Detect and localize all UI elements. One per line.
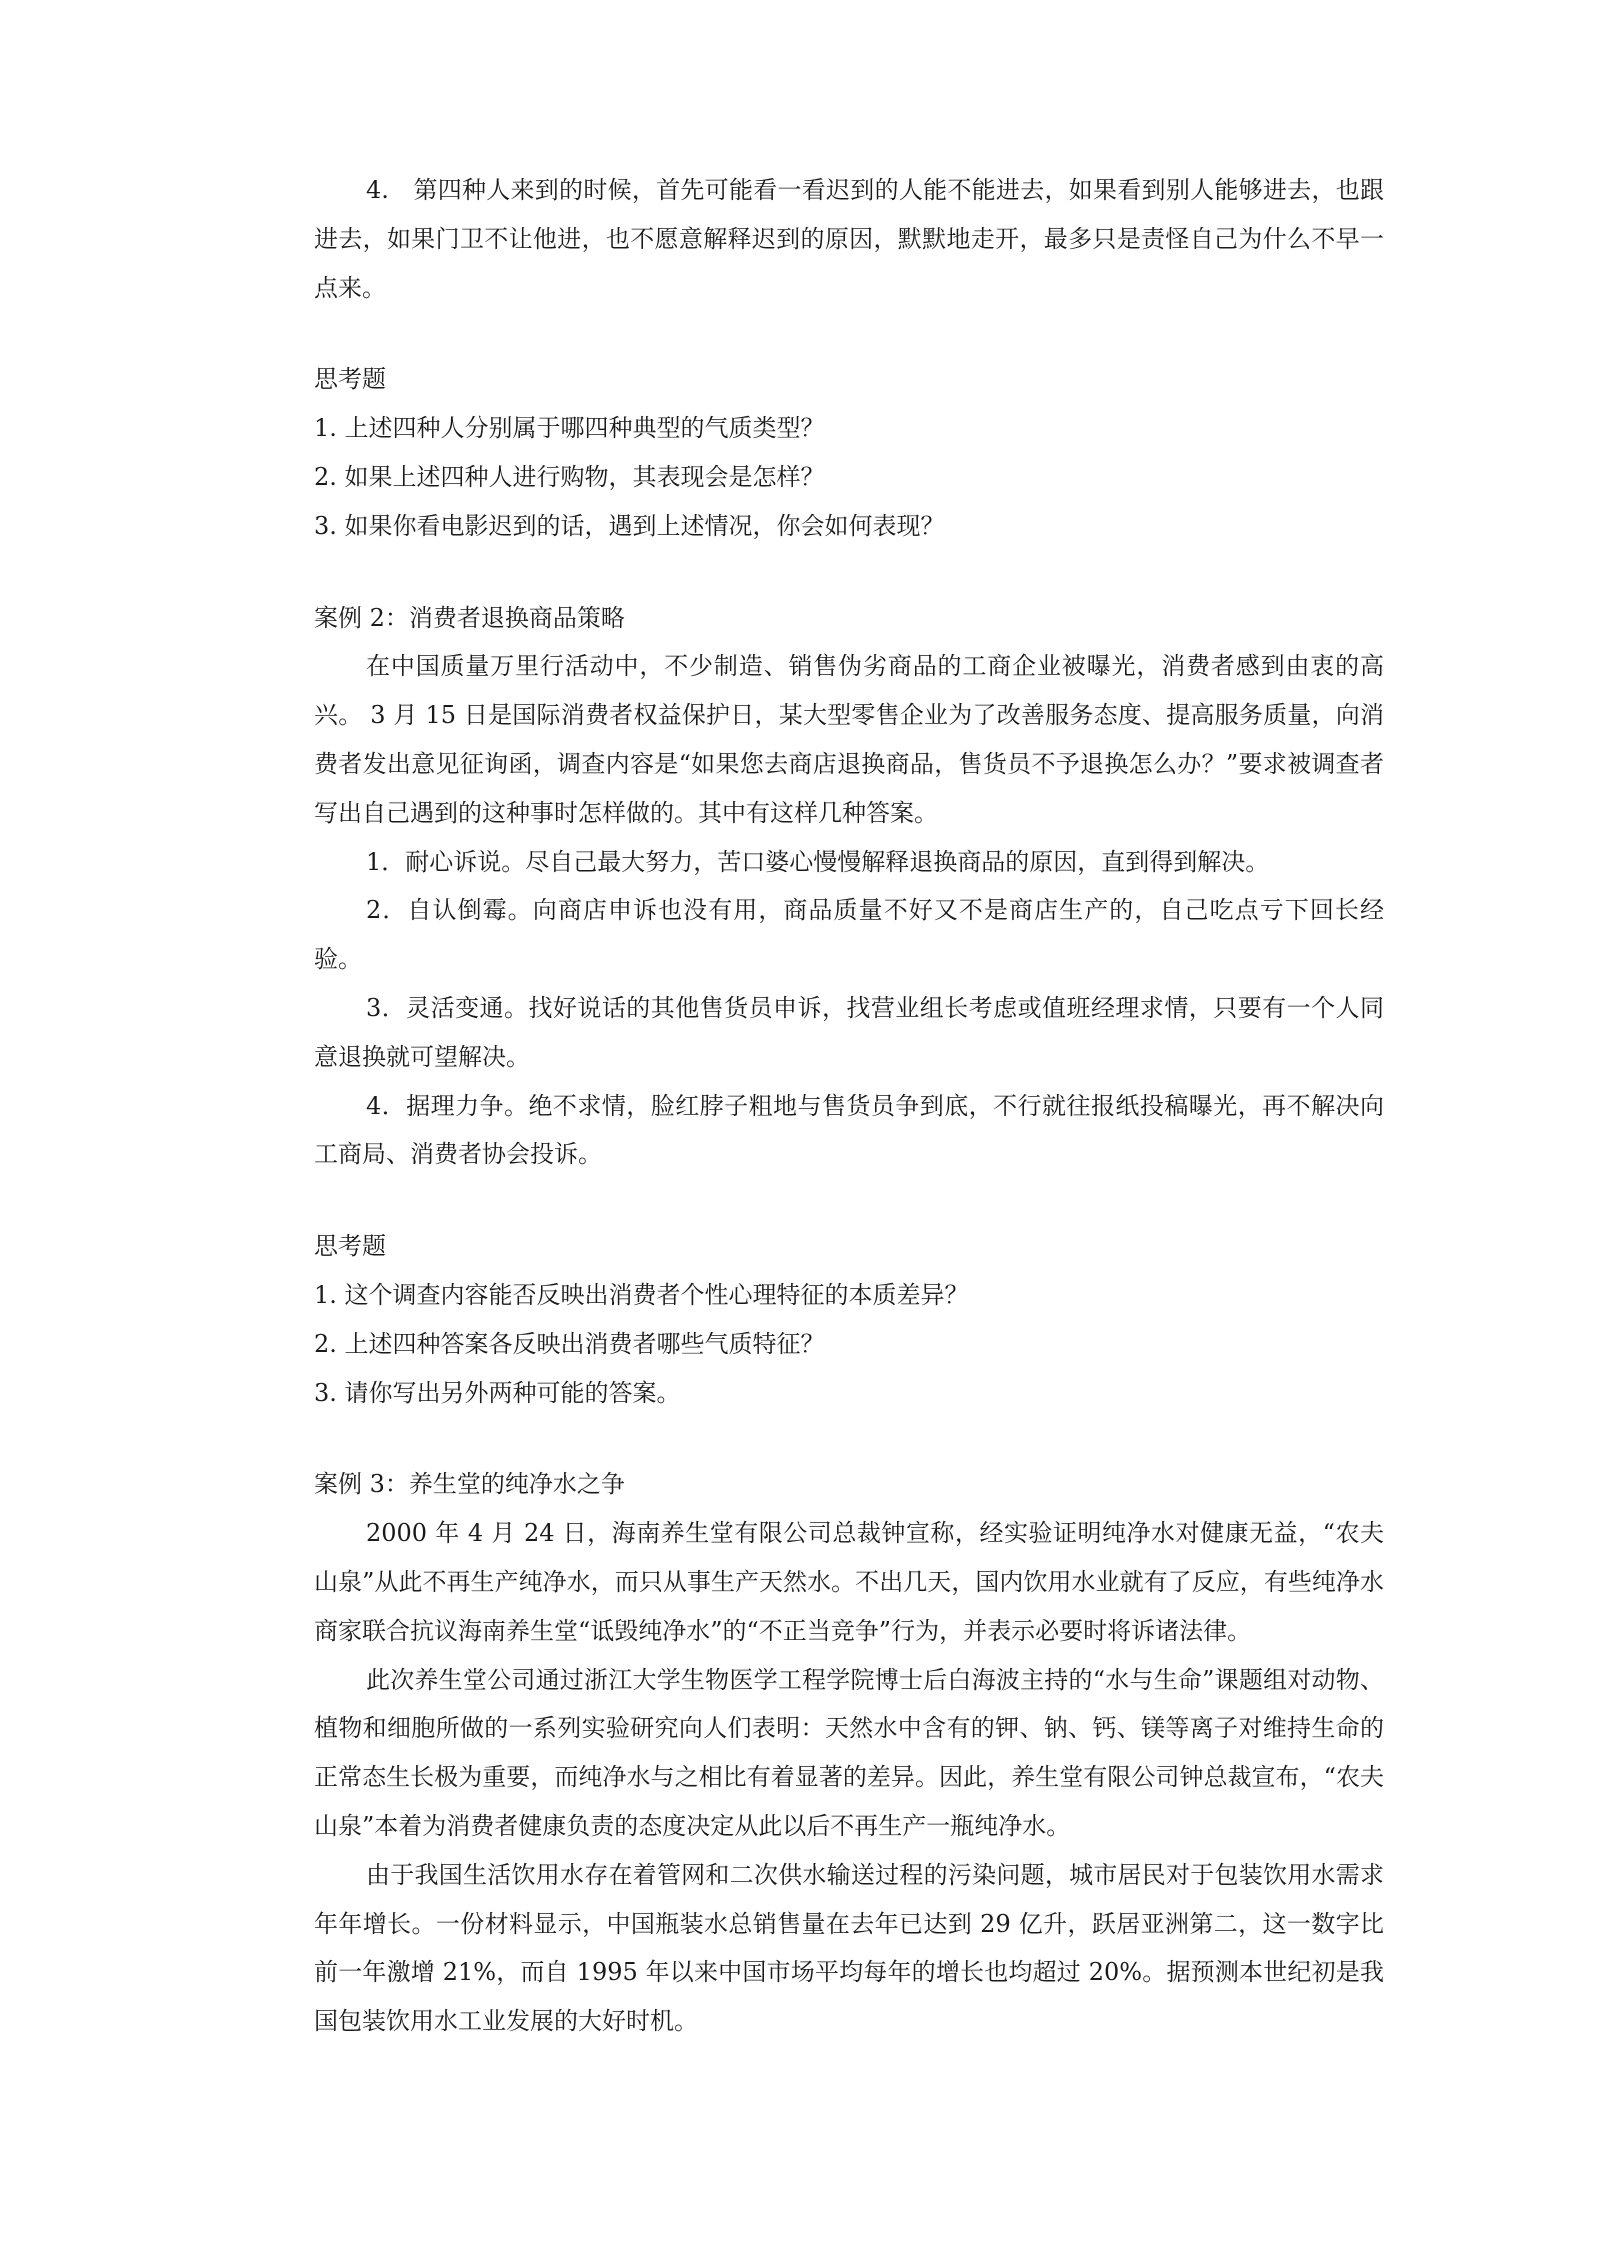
document-page bbox=[314, 166, 1384, 2046]
question-item: 1. 上述四种人分别属于哪四种典型的气质类型？ bbox=[314, 414, 825, 443]
paragraph-type4-person: 4. 第四种人来到的时候，首先可能看一看迟到的人能不能进去，如果看到别人能够进去，也跟进去，如果门卫不让他进，也不愿意解释迟到的原因，默默地走开，最多只是责怪自己为什么不早一点来。 bbox=[314, 176, 1384, 302]
case-paragraph: 在中国质量万里行活动中，不少制造、销售伪劣商品的工商企业被曝光，消费者感到由衷的高兴。 3 月 15 日是国际消费者权益保护日，某大型零售企业为了改善服务态度、提高服务质量，向消费者发出意见征询函，调查内容是“如果您去商店退换商品，售货员不予退换怎么办？”要求被调查者写出自己遇到的这种事时怎样做的。其中有这样几种答案。 bbox=[314, 652, 1384, 827]
case-paragraph: 此次养生堂公司通过浙江大学生物医学工程学院博士后白海波主持的“水与生命”课题组对动物、植物和细胞所做的一系列实验研究向人们表明：天然水中含有的钾、钠、钙、镁等离子对维持生命的正常态生长极为重要，而纯净水与之相比有着显著的差异。因此，养生堂有限公司钟总裁宣布，“农夫山泉”本着为消费者健康负责的态度决定从此以后不再生产一瓶纯净水。 bbox=[314, 1665, 1384, 1840]
answer-item: 1．耐心诉说。尽自己最大努力，苦口婆心慢慢解释退换商品的原因，直到得到解决。 bbox=[366, 847, 1270, 876]
spacer bbox=[314, 1179, 1384, 1222]
question-item: 3. 如果你看电影迟到的话，遇到上述情况，你会如何表现？ bbox=[314, 511, 945, 540]
case-heading: 案例 3：养生堂的纯净水之争 bbox=[314, 1470, 625, 1499]
question-item: 2. 如果上述四种人进行购物，其表现会是怎样？ bbox=[314, 462, 825, 491]
case-paragraph: 2000 年 4 月 24 日，海南养生堂有限公司总裁钟宣称，经实验证明纯净水对健康无益，“农夫山泉”从此不再生产纯净水，而只从事生产天然水。不出几天，国内饮用水业就有了反应，有些纯净水商家联合抗议海南养生堂“诋毁纯净水”的“不正当竞争”行为，并表示必要时将诉诸法律。 bbox=[314, 1519, 1384, 1645]
case-heading: 案例 2：消费者退换商品策略 bbox=[314, 603, 625, 632]
case-paragraph: 由于我国生活饮用水存在着管网和二次供水输送过程的污染问题，城市居民对于包装饮用水需求年年增长。一份材料显示，中国瓶装水总销售量在去年已达到 29 亿升，跃居亚洲第二，这一数字比前一年激增 21%，而自 1995 年以来中国市场平均每年的增长也均超过 20%。据预测本世纪初是我国包装饮用水工业发展的大好时机。 bbox=[314, 1860, 1384, 2036]
questions-heading: 思考题 bbox=[314, 1232, 386, 1261]
spacer bbox=[314, 551, 1384, 594]
question-item: 3. 请你写出另外两种可能的答案。 bbox=[314, 1378, 681, 1407]
spacer bbox=[314, 312, 1384, 355]
question-item: 1. 这个调查内容能否反映出消费者个性心理特征的本质差异？ bbox=[314, 1280, 969, 1309]
answer-item: 2．自认倒霉。向商店申诉也没有用，商品质量不好又不是商店生产的，自己吃点亏下回长经验。 bbox=[314, 896, 1384, 974]
spacer bbox=[314, 1417, 1384, 1460]
questions-heading: 思考题 bbox=[314, 365, 386, 394]
question-item: 2. 上述四种答案各反映出消费者哪些气质特征？ bbox=[314, 1329, 825, 1358]
answer-item: 3．灵活变通。找好说话的其他售货员申诉，找营业组长考虑或值班经理求情，只要有一个人同意退换就可望解决。 bbox=[314, 993, 1384, 1071]
answer-item: 4．据理力争。绝不求情，脸红脖子粗地与售货员争到底，不行就往报纸投稿曝光，再不解决向工商局、消费者协会投诉。 bbox=[314, 1091, 1384, 1169]
